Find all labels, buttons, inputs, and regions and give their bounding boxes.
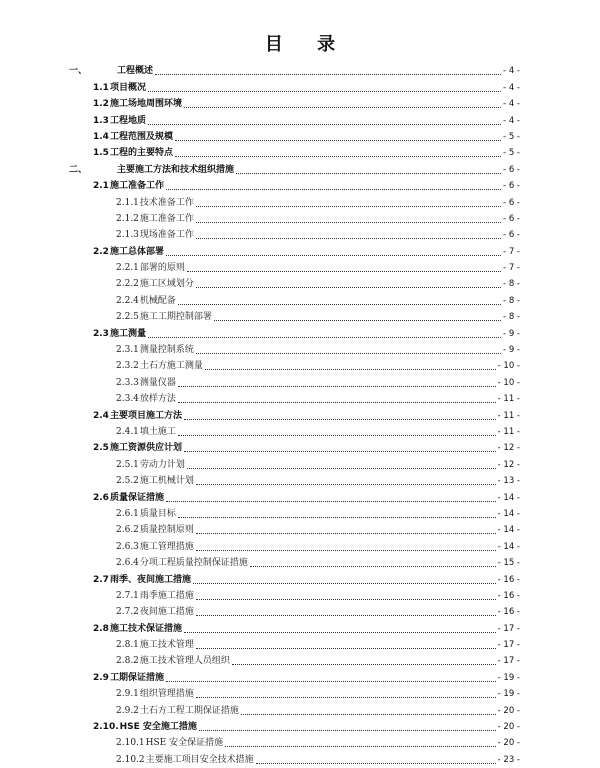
toc-page-number: - 8 -: [503, 312, 520, 323]
toc-entry-number: 1.4: [93, 131, 109, 142]
toc-entry-label: HSE 安全保证措施: [145, 738, 224, 749]
toc-entry-text: [93, 244, 164, 260]
toc-entry-label: 土石方工程工期保证措施: [139, 705, 239, 716]
toc-page-number: - 14 -: [497, 525, 520, 536]
toc-entry[interactable]: [0, 145, 600, 161]
toc-entry-number: 2.3: [93, 328, 109, 339]
toc-entry-number: 2.6.4: [116, 558, 139, 569]
toc-entry-number: 2.2.2: [116, 279, 139, 290]
toc-page-number: - 17 -: [497, 623, 520, 634]
toc-entry-number: 1.3: [93, 115, 109, 126]
toc-entry-label: 现场准备工作: [139, 230, 194, 241]
toc-entry-number: 2.10.2: [116, 754, 145, 765]
toc-entry-text: [116, 473, 194, 489]
toc-entry[interactable]: [0, 178, 600, 194]
toc-page-number: - 11 -: [497, 410, 520, 421]
dot-leader: [184, 451, 496, 452]
dot-leader: [214, 320, 501, 321]
toc-entry[interactable]: [0, 374, 600, 390]
toc-entry[interactable]: [0, 751, 600, 767]
dot-leader: [175, 140, 501, 141]
page-title: 目 录: [264, 34, 350, 55]
toc-entry-label: 工期保证措施: [109, 672, 164, 683]
toc-entry-label: 施工区域划分: [139, 279, 194, 290]
toc-entry[interactable]: [0, 653, 600, 669]
toc-entry-number: 2.9.2: [116, 705, 139, 716]
toc-page-number: - 9 -: [503, 345, 520, 356]
toc-entry-label: 夜间施工措施: [139, 607, 194, 618]
toc-page-number: - 6 -: [503, 181, 520, 192]
toc-entry-label: 施工机械计划: [139, 476, 194, 487]
toc-entry-label: 部署的原则: [139, 263, 185, 274]
toc-entry-text: [93, 145, 173, 161]
toc-entry[interactable]: [0, 424, 600, 440]
toc-entry[interactable]: [0, 96, 600, 112]
toc-entry[interactable]: [0, 637, 600, 653]
toc-entry-number: 2.3.1: [116, 345, 139, 356]
dot-leader: [196, 550, 496, 551]
toc-entry-text: [116, 735, 223, 751]
dot-leader: [256, 763, 496, 764]
dot-leader: [196, 353, 501, 354]
toc-entry-text: [93, 408, 182, 424]
toc-entry-number: 一、: [69, 66, 88, 77]
toc-entry[interactable]: [0, 309, 600, 325]
toc-entry-text: [116, 506, 176, 522]
toc-entry-number: 2.8: [93, 623, 109, 634]
dot-leader: [166, 255, 501, 256]
toc-entry-number: 2.5.1: [116, 459, 139, 470]
toc-page-number: - 12 -: [497, 443, 520, 454]
dot-leader: [166, 501, 496, 502]
dot-leader: [166, 681, 496, 682]
toc-entry-text: [93, 719, 197, 735]
toc-entry-text: [116, 195, 194, 211]
toc-entry[interactable]: [0, 112, 600, 128]
toc-entry-label: 施工技术管理: [139, 640, 194, 651]
toc-entry-number: 2.8.1: [116, 640, 139, 651]
toc-entry[interactable]: [0, 79, 600, 95]
toc-entry-text: [116, 653, 230, 669]
toc-entry-text: [116, 375, 176, 391]
toc-entry[interactable]: [0, 702, 600, 718]
toc-entry-label: 技术准备工作: [139, 197, 194, 208]
toc-entry-label: 分项工程质量控制保证措施: [139, 558, 248, 569]
toc-entry-label: 组织管理措施: [139, 689, 194, 700]
toc-entry[interactable]: [0, 243, 600, 259]
dot-leader: [148, 337, 501, 338]
dot-leader: [196, 222, 501, 223]
toc-entry-number: 2.1.3: [116, 230, 139, 241]
toc-entry-number: 2.6: [93, 492, 109, 503]
toc-page-number: - 6 -: [503, 213, 520, 224]
toc-entry-text: [116, 309, 212, 325]
toc-entry[interactable]: [0, 63, 600, 79]
toc-entry[interactable]: [0, 342, 600, 358]
toc-entry-label: 施工管理措施: [139, 541, 194, 552]
toc-entry-text: [93, 113, 146, 129]
dot-leader: [205, 369, 496, 370]
toc-entry[interactable]: [0, 129, 600, 145]
toc-entry-label: 施工总体部署: [109, 246, 164, 257]
toc-page-number: - 16 -: [497, 574, 520, 585]
toc-page-number: - 7 -: [503, 263, 520, 274]
toc-entry[interactable]: [0, 440, 600, 456]
toc-entry-text: [93, 621, 182, 637]
toc-entry[interactable]: [0, 358, 600, 374]
dot-leader: [225, 746, 496, 747]
toc-page-number: - 4 -: [503, 82, 520, 93]
toc-entry-label: 施工工期控制部署: [139, 312, 212, 323]
toc-entry-number: 1.1: [93, 82, 109, 93]
toc-entry[interactable]: [0, 227, 600, 243]
toc-entry-text: [93, 670, 164, 686]
toc-page-number: - 20 -: [497, 705, 520, 716]
toc-entry-text: [93, 490, 164, 506]
toc-entry[interactable]: [0, 260, 600, 276]
dot-leader: [196, 648, 496, 649]
toc-page-number: - 4 -: [503, 115, 520, 126]
toc-entry-label: 测量控制系统: [139, 345, 194, 356]
toc-entry-label: 测量仪器: [139, 377, 176, 388]
toc-entry-label: 施工资源供应计划: [109, 443, 182, 454]
toc-entry-number: 2.8.2: [116, 656, 139, 667]
toc-entry-label: HSE 安全施工措施: [119, 722, 197, 733]
toc-entry-label: 劳动力计划: [139, 459, 185, 470]
toc-page-number: - 15 -: [497, 558, 520, 569]
toc-entry-label: 放样方法: [139, 394, 176, 405]
dot-leader: [196, 697, 496, 698]
toc-entry-label: 质量目标: [139, 508, 176, 519]
toc-entry-text: [116, 752, 254, 768]
toc-page-number: - 4 -: [503, 99, 520, 110]
dot-leader: [196, 599, 496, 600]
toc-entry-number: 2.5.2: [116, 476, 139, 487]
toc-page-number: - 6 -: [503, 230, 520, 241]
toc-entry-label: 工程概述: [117, 66, 154, 77]
table-of-contents: [0, 63, 600, 768]
toc-entry-label: 施工测量: [109, 328, 146, 339]
toc-entry-label: 施工准备工作: [109, 181, 164, 192]
toc-page-number: - 11 -: [497, 394, 520, 405]
toc-entry[interactable]: [0, 604, 600, 620]
dot-leader: [250, 566, 496, 567]
toc-entry-label: 施工场地周围环境: [109, 99, 182, 110]
toc-page-number: - 17 -: [497, 656, 520, 667]
toc-entry[interactable]: [0, 571, 600, 587]
toc-entry-text: [116, 555, 248, 571]
toc-entry-number: 二、: [69, 164, 88, 175]
dot-leader: [178, 304, 501, 305]
toc-entry[interactable]: [0, 325, 600, 341]
toc-page-number: - 14 -: [497, 508, 520, 519]
toc-page-number: - 19 -: [497, 689, 520, 700]
dot-leader: [187, 271, 501, 272]
toc-entry-number: 2.3.3: [116, 377, 139, 388]
toc-page-number: - 5 -: [503, 148, 520, 159]
toc-entry-number: 2.2: [93, 246, 109, 257]
toc-entry-number: 2.4: [93, 410, 109, 421]
toc-entry-label: 机械配备: [139, 295, 176, 306]
toc-entry[interactable]: [0, 194, 600, 210]
toc-entry-text: [116, 358, 203, 374]
toc-entry-text: [116, 391, 176, 407]
toc-entry-text: [116, 686, 194, 702]
toc-entry-text: [116, 211, 194, 227]
toc-page-number: - 17 -: [497, 640, 520, 651]
toc-page-number: - 16 -: [497, 590, 520, 601]
toc-page-number: - 6 -: [503, 164, 520, 175]
dot-leader: [232, 664, 496, 665]
toc-entry-number: 2.6.2: [116, 525, 139, 536]
toc-entry[interactable]: [0, 669, 600, 685]
toc-entry-text: [93, 326, 146, 342]
toc-page-number: - 16 -: [497, 607, 520, 618]
toc-entry-text: [69, 63, 153, 79]
toc-page-number: - 20 -: [497, 722, 520, 733]
toc-entry-number: 2.2.5: [116, 312, 139, 323]
dot-leader: [196, 238, 501, 239]
toc-page-number: - 9 -: [503, 328, 520, 339]
toc-entry-number: 1.5: [93, 148, 109, 159]
dot-leader: [196, 287, 501, 288]
toc-entry-number: 2.3.4: [116, 394, 139, 405]
toc-entry-label: 土石方施工测量: [139, 361, 203, 372]
toc-entry[interactable]: [0, 292, 600, 308]
dot-leader: [155, 74, 501, 75]
dot-leader: [178, 517, 496, 518]
dot-leader: [166, 189, 501, 190]
toc-page-number: - 23 -: [497, 754, 520, 765]
toc-entry[interactable]: [0, 211, 600, 227]
toc-entry-text: [116, 604, 194, 620]
dot-leader: [196, 533, 496, 534]
toc-entry-text: [116, 227, 194, 243]
toc-entry-label: 质量保证措施: [109, 492, 164, 503]
toc-page-number: - 10 -: [497, 377, 520, 388]
toc-entry[interactable]: [0, 161, 600, 177]
toc-entry[interactable]: [0, 473, 600, 489]
dot-leader: [178, 435, 496, 436]
toc-entry-text: [93, 129, 173, 145]
toc-entry[interactable]: [0, 522, 600, 538]
toc-page-number: - 14 -: [497, 541, 520, 552]
toc-entry[interactable]: [0, 719, 600, 735]
toc-entry[interactable]: [0, 506, 600, 522]
dot-leader: [184, 419, 496, 420]
dot-leader: [178, 402, 496, 403]
dot-leader: [196, 484, 496, 485]
toc-entry-number: 2.2.4: [116, 295, 139, 306]
toc-entry-number: 2.7.1: [116, 590, 139, 601]
toc-entry-number: 2.1: [93, 181, 109, 192]
toc-page-number: - 4 -: [503, 66, 520, 77]
toc-entry[interactable]: [0, 456, 600, 472]
dot-leader: [148, 124, 501, 125]
toc-page-number: - 13 -: [497, 476, 520, 487]
dot-leader: [178, 386, 496, 387]
toc-entry[interactable]: [0, 391, 600, 407]
dot-leader: [148, 91, 501, 92]
toc-entry-label: 质量控制原则: [139, 525, 194, 536]
dot-leader: [196, 206, 501, 207]
toc-entry-label: 施工准备工作: [139, 213, 194, 224]
toc-page-number: - 20 -: [497, 738, 520, 749]
dot-leader: [236, 173, 501, 174]
toc-entry-label: 工程范围及规模: [109, 131, 173, 142]
toc-entry-text: [93, 178, 164, 194]
toc-entry-label: 主要项目施工方法: [109, 410, 182, 421]
toc-entry-text: [93, 96, 182, 112]
toc-entry-text: [116, 539, 194, 555]
toc-page-number: - 8 -: [503, 295, 520, 306]
toc-entry-number: 1.2: [93, 99, 109, 110]
toc-entry-label: 雨季施工措施: [139, 590, 194, 601]
toc-entry[interactable]: [0, 407, 600, 423]
toc-entry-text: [116, 457, 185, 473]
toc-entry-label: 项目概况: [109, 82, 146, 93]
toc-page-number: - 19 -: [497, 672, 520, 683]
toc-entry-label: 施工技术保证措施: [109, 623, 182, 634]
toc-entry[interactable]: [0, 538, 600, 554]
toc-entry-number: 2.7.2: [116, 607, 139, 618]
dot-leader: [184, 632, 496, 633]
toc-page-number: - 10 -: [497, 361, 520, 372]
dot-leader: [187, 468, 496, 469]
toc-entry-label: 主要施工项目安全技术措施: [145, 754, 254, 765]
toc-entry-text: [116, 342, 194, 358]
toc-entry[interactable]: [0, 489, 600, 505]
toc-page-number: - 5 -: [503, 131, 520, 142]
toc-entry[interactable]: [0, 735, 600, 751]
toc-entry-number: 2.9: [93, 672, 109, 683]
dot-leader: [196, 615, 496, 616]
toc-entry-number: 2.7: [93, 574, 109, 585]
toc-entry-label: 工程地质: [109, 115, 146, 126]
toc-entry-text: [116, 522, 194, 538]
toc-entry-text: [116, 293, 176, 309]
toc-entry-number: 2.10.: [93, 722, 119, 733]
toc-page-number: - 11 -: [497, 426, 520, 437]
toc-entry[interactable]: [0, 686, 600, 702]
toc-entry-text: [93, 80, 146, 96]
toc-page-number: - 12 -: [497, 459, 520, 470]
toc-entry-number: 2.4.1: [116, 426, 139, 437]
toc-entry-number: 2.5: [93, 443, 109, 454]
toc-entry-number: 2.6.3: [116, 541, 139, 552]
toc-entry-text: [93, 440, 182, 456]
dot-leader: [199, 730, 496, 731]
toc-entry-text: [116, 637, 194, 653]
toc-entry-text: [116, 703, 239, 719]
toc-page-number: - 6 -: [503, 197, 520, 208]
toc-entry[interactable]: [0, 620, 600, 636]
toc-entry-text: [93, 572, 191, 588]
toc-entry-number: 2.1.1: [116, 197, 139, 208]
toc-entry-text: [116, 588, 194, 604]
toc-page-number: - 7 -: [503, 246, 520, 257]
toc-page-number: - 14 -: [497, 492, 520, 503]
toc-entry-label: 工程的主要特点: [109, 148, 173, 159]
toc-entry-number: 2.3.2: [116, 361, 139, 372]
toc-entry[interactable]: [0, 276, 600, 292]
toc-entry-label: 填土施工: [139, 426, 176, 437]
toc-entry-number: 2.2.1: [116, 263, 139, 274]
toc-page-number: - 8 -: [503, 279, 520, 290]
dot-leader: [193, 583, 496, 584]
toc-entry[interactable]: [0, 555, 600, 571]
toc-entry-number: 2.10.1: [116, 738, 145, 749]
toc-entry-label: 主要施工方法和技术组织措施: [117, 164, 235, 175]
toc-entry-text: [116, 424, 176, 440]
toc-entry-text: [116, 260, 185, 276]
toc-entry-label: 雨季、夜间施工措施: [109, 574, 191, 585]
toc-entry[interactable]: [0, 588, 600, 604]
toc-entry-text: [69, 162, 234, 178]
toc-entry-number: 2.6.1: [116, 508, 139, 519]
toc-entry-number: 2.9.1: [116, 689, 139, 700]
toc-entry-number: 2.1.2: [116, 213, 139, 224]
toc-entry-label: 施工技术管理人员组织: [139, 656, 230, 667]
toc-entry-text: [116, 276, 194, 292]
dot-leader: [184, 107, 501, 108]
dot-leader: [241, 714, 496, 715]
dot-leader: [175, 156, 501, 157]
